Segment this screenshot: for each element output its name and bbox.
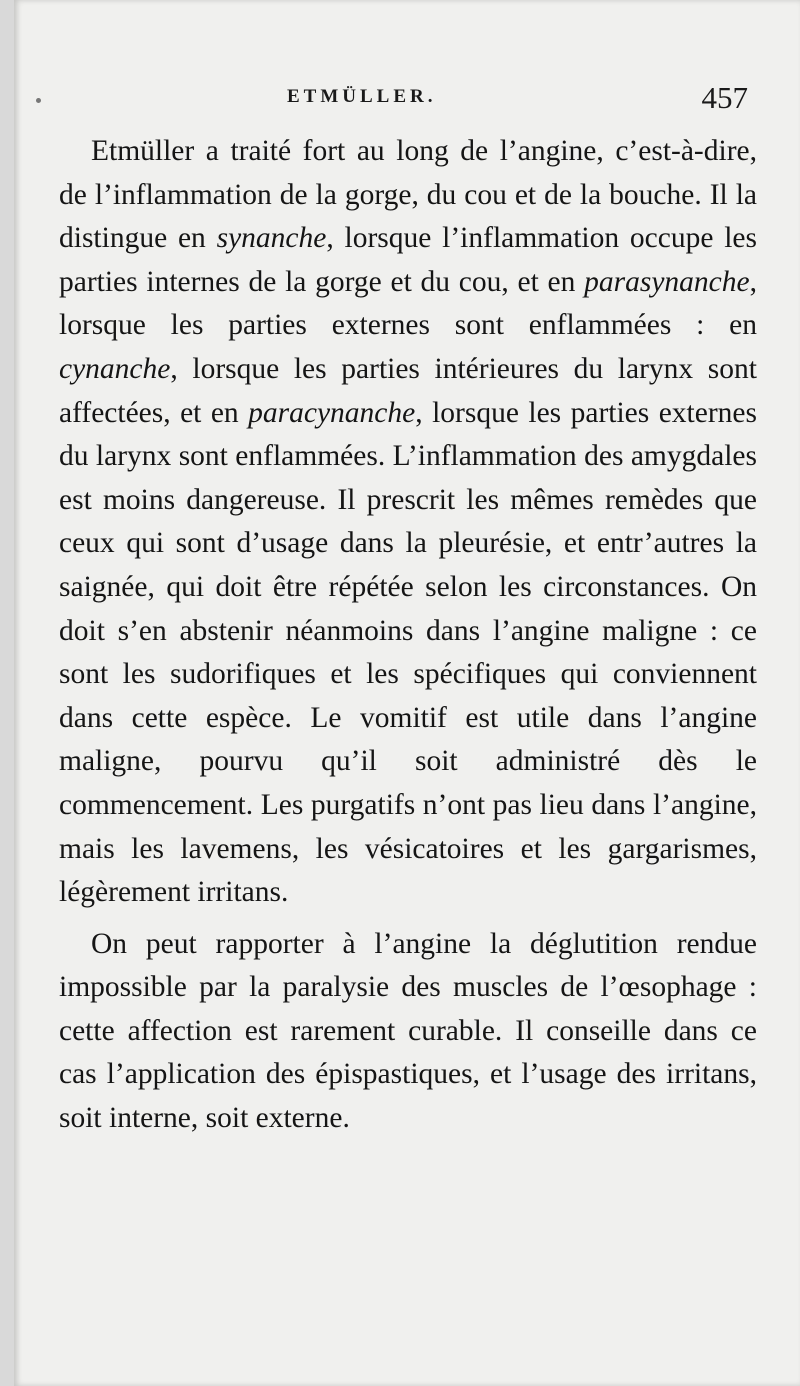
text-span: , lorsque les parties intérieures du larynx sont affectées, et en xyxy=(59,352,757,429)
running-head: ETMÜLLER. xyxy=(287,86,437,107)
page-header xyxy=(14,80,800,120)
text-span: , lorsque l’inflammation occupe les parties internes de la gorge et du cou, et en xyxy=(59,222,757,298)
paragraph-deglutition: On peut rapporter à l’angine la déglutition rendue impossible par la paralysie des muscles de l’œsophage : cette affection est rarement curable. Il conseille dans ce cas l’application des épispastiques, et l’usage des irritans, soit interne, soit externe. xyxy=(59,927,757,1135)
page-number: 457 xyxy=(701,80,748,115)
text-span: Etmüller a traité fort au long de l’angine, c’est-à-dire, de l’inflammation de la gorge, du cou et de la bouche. Il la distingue en xyxy=(59,135,757,255)
text-span: , lorsque les parties externes sont enflammées : en xyxy=(59,265,757,342)
term-synanche: synanche xyxy=(216,222,327,255)
book-page xyxy=(14,0,800,1386)
paragraph-angine xyxy=(59,130,757,915)
term-cynanche: cynanche xyxy=(59,352,171,385)
text-span: , lorsque les parties externes du larynx sont enflammées. L’inflammation des amygdales est moins dangereuse. Il prescrit les mêmes remèdes que ceux qui sont d’usage dans la pleurésie, et entr’autres la saignée, qui doit être répétée selon les circonstances. On doit s’en abstenir néanmoins dans l’angine maligne : ce sont les sudorifiques et les spécifiques qui conviennent dans cette espèce. Le vomitif est utile dans l’angine maligne, pourvu qu’il soit administré dès le commencement. Les purgatifs n’ont pas lieu dans l’angine, mais les lavemens, les vésicatoires et les gargarismes, légèrement irritans. xyxy=(59,396,757,909)
term-parasynanche: parasynanche xyxy=(584,265,750,298)
term-paracynanche: paracynanche xyxy=(248,396,416,429)
body-text xyxy=(59,130,757,1141)
